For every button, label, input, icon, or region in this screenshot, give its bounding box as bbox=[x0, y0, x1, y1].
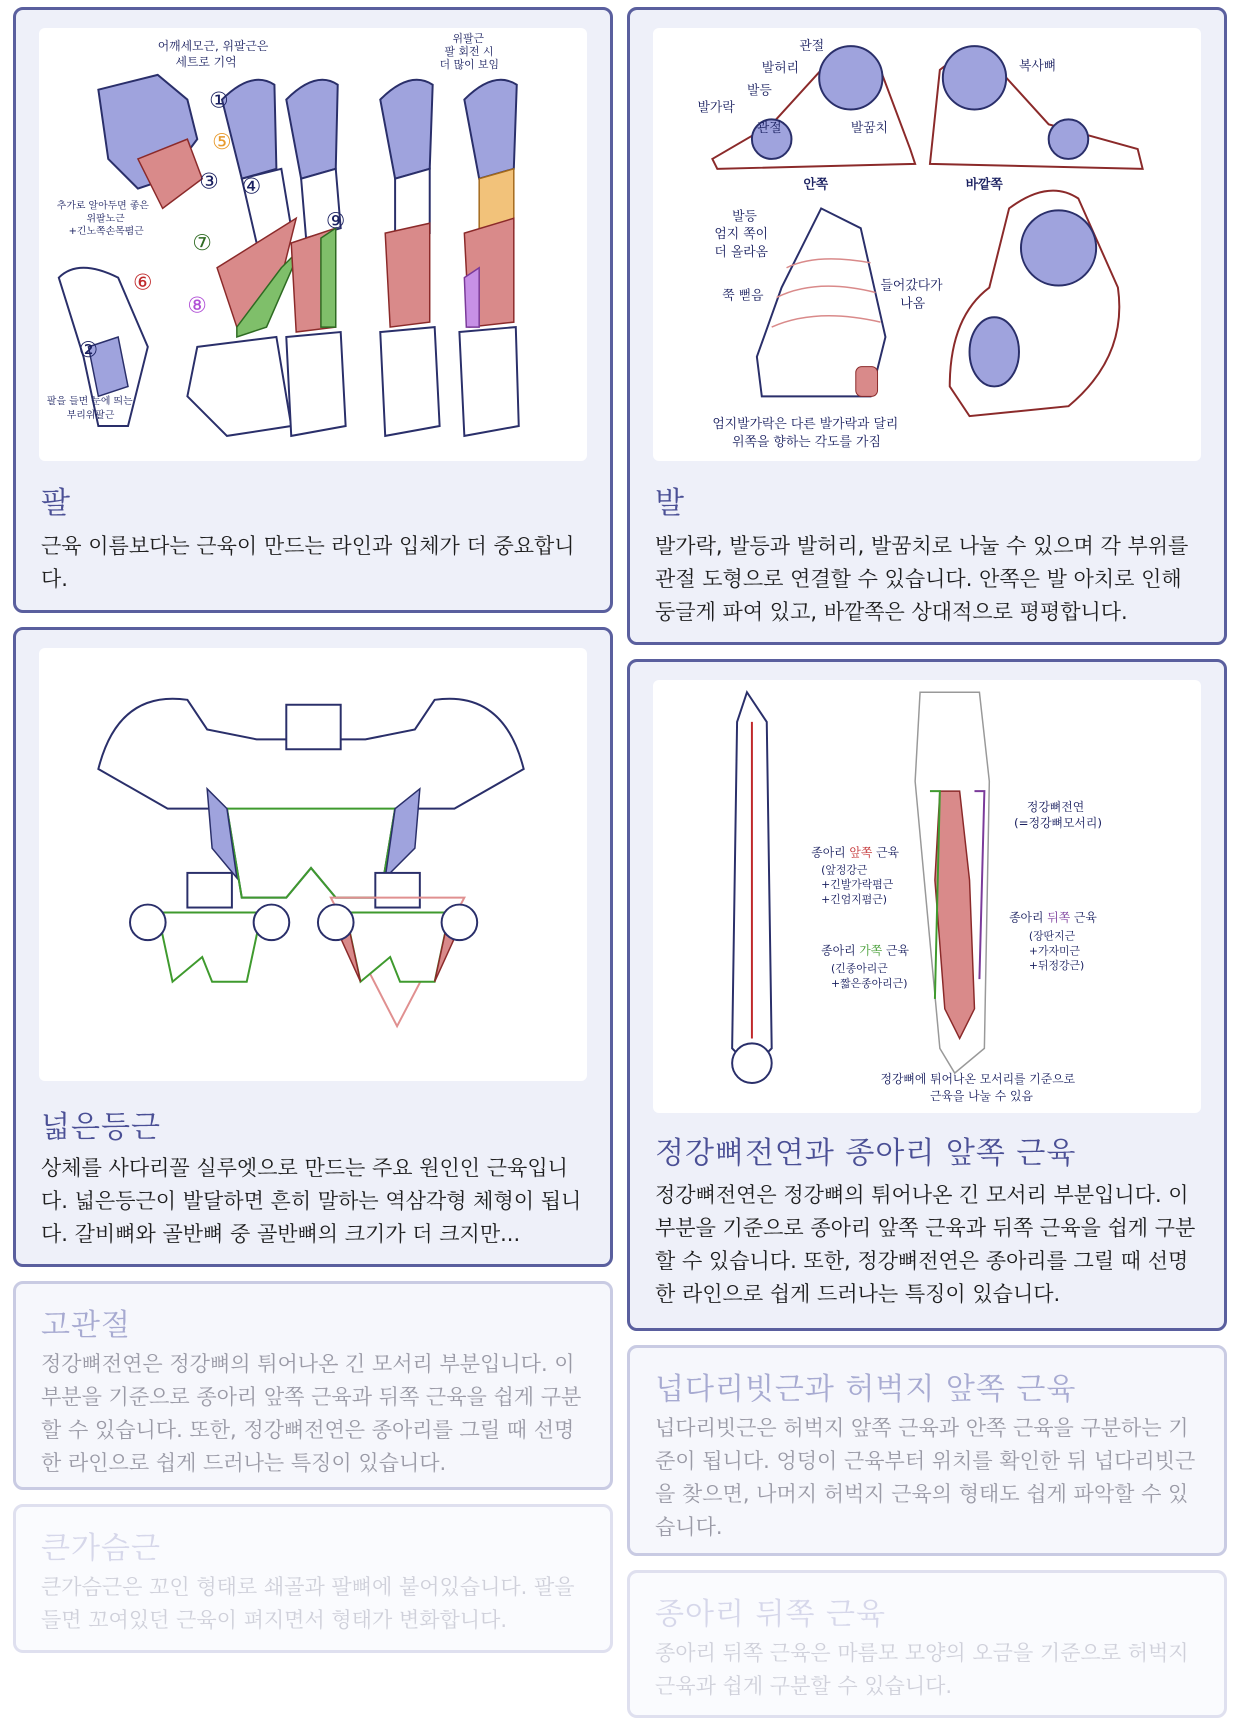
label-joint-inner: 관절 bbox=[756, 121, 782, 137]
card-sartorius[interactable] bbox=[627, 1345, 1227, 1556]
label-1: ① bbox=[209, 88, 229, 114]
back-post: 근육 bbox=[1070, 910, 1097, 925]
card-description: 발가락, 발등과 발허리, 발꿈치로 나눌 수 있으며 각 부위를 관절 도형으로 연결할 수 있습니다. 안쪽은 발 아치로 인해 둥글게 파여 있고, 바깥쪽은 상대적으로 평평합니다. bbox=[655, 534, 1189, 624]
shoulder-2a bbox=[318, 905, 354, 941]
card-calf[interactable] bbox=[627, 1570, 1227, 1718]
rotation-note-1: 위팔근 bbox=[452, 32, 485, 46]
front-pre: 종아리 bbox=[811, 845, 850, 860]
label-6: ⑥ bbox=[132, 270, 153, 296]
brachioradialis-2 bbox=[321, 228, 336, 327]
extra-note-2: 위팔노근 bbox=[86, 213, 125, 225]
label-navicular: 복사뼈 bbox=[1018, 58, 1057, 74]
card-description: 정강뼈전연은 정강뼈의 튀어나온 긴 모서리 부분입니다. 이 부분을 기준으로 종아리 앞쪽 근육과 뒤쪽 근육을 쉽게 구분할 수 있습니다. 또한, 정강뼈전연은 종아리를 그릴 때 선명한 라인으로 쉽게 드러나는 특징이 있습니다. bbox=[655, 1183, 1196, 1306]
card-foot[interactable] bbox=[627, 7, 1227, 645]
card-lat[interactable] bbox=[13, 627, 613, 1267]
label-toes: 발가락 bbox=[697, 100, 735, 116]
front-key: 앞쪽 bbox=[849, 845, 873, 860]
card-pec[interactable] bbox=[13, 1504, 613, 1653]
foot-illustration bbox=[653, 28, 1201, 461]
side-label bbox=[821, 943, 909, 957]
shoulder-1b bbox=[254, 905, 290, 941]
bottom-note-1: 정강뼈에 튀어나온 모서리를 기준으로 bbox=[880, 1071, 1076, 1086]
heel-toe-joint bbox=[970, 317, 1019, 386]
back-label bbox=[1009, 911, 1097, 925]
small-torso-1 bbox=[158, 912, 262, 981]
card-title: 종아리 뒤쪽 근육 bbox=[655, 1597, 886, 1632]
heel-ankle bbox=[1021, 210, 1096, 285]
card-arm[interactable] bbox=[13, 7, 613, 613]
label-4: ④ bbox=[241, 174, 262, 200]
card-shin[interactable] bbox=[627, 659, 1227, 1331]
extra-note-3: +긴노쪽손목폄근 bbox=[68, 226, 144, 238]
flexor-3 bbox=[385, 223, 430, 327]
label-9: ⑨ bbox=[325, 209, 346, 235]
inner-foot-outline bbox=[712, 58, 915, 169]
shin-diagram bbox=[653, 680, 1201, 1113]
arm-diagram bbox=[39, 28, 587, 461]
back-key: 뒤쪽 bbox=[1047, 910, 1071, 925]
small-torso-2 bbox=[346, 912, 450, 981]
ankle-left bbox=[732, 1043, 772, 1083]
label-8: ⑧ bbox=[187, 293, 207, 319]
raise-note-2: 부리위팔근 bbox=[66, 410, 115, 422]
front-sub-1: (앞정강근 bbox=[821, 863, 868, 877]
crest-label-1: 정강뼈전연 bbox=[1026, 799, 1085, 814]
extensor-4 bbox=[464, 268, 479, 327]
card-title: 발 bbox=[655, 486, 685, 521]
back-pre: 종아리 bbox=[1009, 910, 1048, 925]
label-heel: 발꿈치 bbox=[850, 121, 889, 137]
side-key: 가쪽 bbox=[859, 943, 883, 958]
toe-joint-outer bbox=[1049, 119, 1089, 159]
spread-note: 쭉 뻗음 bbox=[722, 288, 764, 304]
small-neck-2 bbox=[375, 873, 420, 908]
instep-note-1: 발등 bbox=[732, 209, 757, 225]
instep-note-2: 엄지 쪽이 bbox=[714, 227, 769, 243]
back-sub-1: (장딴지근 bbox=[1028, 929, 1076, 943]
label-3: ③ bbox=[199, 169, 219, 195]
card-description: 넙다리빗근은 허벅지 앞쪽 근육과 안쪽 근육을 구분하는 기준이 됩니다. 엉덩이 근육부터 위치를 확인한 뒤 넙다리빗근을 찾으면, 나머지 허벅지 근육의 형태도 쉽게 파악할 수 있습니다. bbox=[655, 1416, 1196, 1539]
card-title: 넓은등근 bbox=[41, 1110, 161, 1145]
inout-note-2: 나옴 bbox=[900, 296, 926, 312]
shoulder-2b bbox=[442, 905, 478, 941]
bigtoe-note-1: 엄지발가락은 다른 발가락과 달리 bbox=[712, 416, 899, 432]
label-instep-bone: 발허리 bbox=[761, 60, 800, 76]
deltoid-3 bbox=[380, 80, 432, 179]
foot-diagram bbox=[653, 28, 1201, 461]
front-post: 근육 bbox=[872, 845, 900, 860]
label-instep: 발등 bbox=[746, 83, 772, 99]
hand-4 bbox=[459, 327, 518, 436]
arm-illustration bbox=[39, 28, 587, 461]
extra-note-1: 추가로 알아두면 좋은 bbox=[56, 200, 149, 212]
shin-illustration bbox=[653, 680, 1201, 1113]
card-title: 고관절 bbox=[41, 1308, 131, 1343]
inout-note-1: 들어갔다가 bbox=[880, 278, 943, 294]
back-sub-3: +뒤정강근) bbox=[1028, 959, 1085, 973]
card-title: 팔 bbox=[41, 486, 71, 521]
ankle-joint-inner bbox=[819, 46, 882, 109]
front-sub-3: +긴엄지폄근) bbox=[821, 892, 888, 906]
bottom-note-2: 근육을 나눌 수 있음 bbox=[929, 1088, 1033, 1103]
lat-diagram bbox=[39, 648, 587, 1081]
card-hip[interactable] bbox=[13, 1281, 613, 1490]
hand-2 bbox=[286, 332, 345, 436]
small-neck-1 bbox=[187, 873, 232, 908]
bigtoe-note-2: 위쪽을 향하는 각도를 가짐 bbox=[732, 434, 881, 450]
label-7: ⑦ bbox=[192, 230, 212, 256]
side-post: 근육 bbox=[882, 943, 909, 958]
label-5: ⑤ bbox=[212, 130, 232, 156]
shoulder-1a bbox=[130, 905, 166, 941]
hand-3 bbox=[380, 327, 439, 436]
rotation-note-2: 팔 회전 시 bbox=[444, 45, 494, 59]
deltoid-2 bbox=[286, 80, 337, 179]
front-sub-2: +긴발가락폄근 bbox=[821, 878, 894, 892]
card-description: 근육 이름보다는 근육이 만드는 라인과 입체가 더 중요합니다. bbox=[41, 534, 575, 591]
deltoid-4 bbox=[464, 80, 516, 179]
big-toe bbox=[856, 367, 878, 397]
label-outer: 바깥쪽 bbox=[965, 177, 1003, 193]
side-sub-2: +짧은종아리근) bbox=[831, 977, 908, 991]
hand-1 bbox=[187, 337, 291, 436]
ankle-joint-outer bbox=[943, 46, 1006, 109]
card-title: 넙다리빗근과 허벅지 앞쪽 근육 bbox=[655, 1372, 1077, 1407]
side-sub-1: (긴종아리근 bbox=[831, 962, 888, 976]
label-inner: 안쪽 bbox=[803, 177, 829, 193]
card-description: 큰가슴근은 꼬인 형태로 쇄골과 팔뼈에 붙어있습니다. 팔을 들면 꼬여있던 근육이 펴지면서 형태가 변화합니다. bbox=[41, 1575, 575, 1632]
shoulder-note-2: 세트로 기억 bbox=[175, 54, 237, 69]
card-description: 정강뼈전연은 정강뼈의 튀어나온 긴 모서리 부분입니다. 이 부분을 기준으로 종아리 앞쪽 근육과 뒤쪽 근육을 쉽게 구분할 수 있습니다. 또한, 정강뼈전연은 종아리를 그릴 때 선명한 라인으로 쉽게 드러나는 특징이 있습니다. bbox=[41, 1352, 582, 1475]
neck-block bbox=[286, 705, 340, 750]
label-2: ② bbox=[78, 337, 99, 363]
shoulder-note-1: 어깨세모근, 위팔근은 bbox=[157, 39, 269, 54]
rotation-note-3: 더 많이 보임 bbox=[439, 57, 500, 71]
lat-illustration bbox=[39, 648, 587, 1081]
card-description: 상체를 사다리꼴 실루엣으로 만드는 주요 원인인 근육입니다. 넓은등근이 발달하면 흔히 말하는 역삼각형 체형이 됩니다. 갈비뼈와 골반뼈 중 골반뼈의 크기가 더 크지만... bbox=[41, 1156, 582, 1246]
side-pre: 종아리 bbox=[821, 943, 860, 958]
instep-note-3: 더 올라옴 bbox=[714, 244, 769, 260]
raise-note-1: 팔을 들면 눈에 띄는 bbox=[46, 396, 133, 408]
label-joint-top: 관절 bbox=[799, 39, 825, 55]
back-sub-2: +가자미근 bbox=[1028, 944, 1081, 958]
card-title: 큰가슴근 bbox=[41, 1531, 161, 1566]
card-title: 정강뼈전연과 종아리 앞쪽 근육 bbox=[655, 1136, 1077, 1171]
card-description: 종아리 뒤쪽 근육은 마름모 모양의 오금을 기준으로 허벅지 근육과 쉽게 구분할 수 있습니다. bbox=[655, 1641, 1189, 1698]
crest-label-2: (=정강뼈모서리) bbox=[1014, 815, 1102, 830]
front-label bbox=[811, 845, 899, 859]
